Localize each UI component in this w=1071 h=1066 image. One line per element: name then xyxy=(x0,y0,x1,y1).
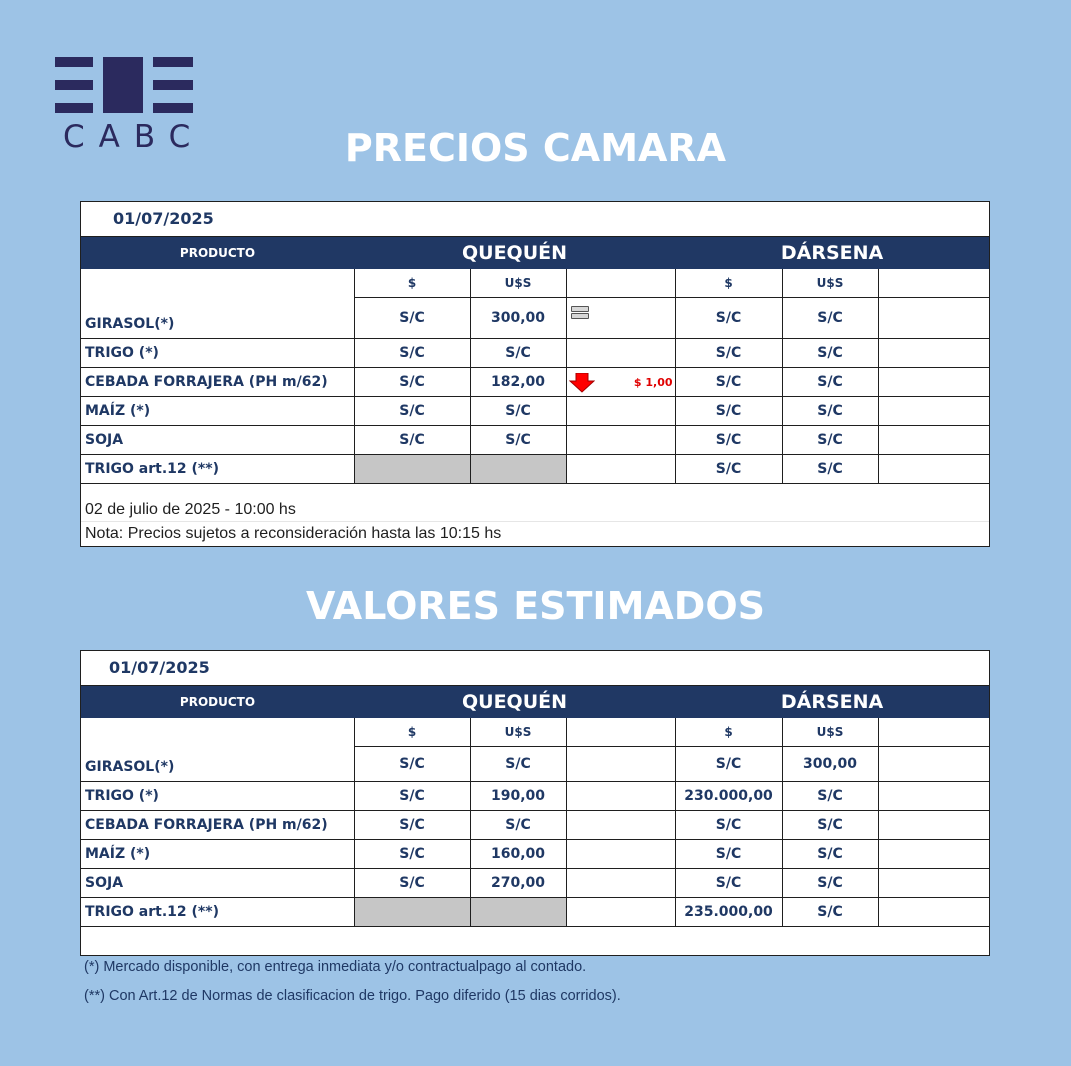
darsena-usd: S/C xyxy=(782,425,878,454)
quequen-usd xyxy=(470,454,566,483)
product-name: MAÍZ (*) xyxy=(81,839,354,868)
estimados-date: 01/07/2025 xyxy=(81,651,989,686)
quequen-usd: 190,00 xyxy=(470,781,566,810)
quequen-ars xyxy=(354,897,470,926)
precios-panel xyxy=(80,201,990,547)
currency-ars: $ xyxy=(354,718,470,747)
equal-icon xyxy=(571,306,589,317)
darsena-usd: S/C xyxy=(782,868,878,897)
table-row xyxy=(81,454,989,483)
table-row xyxy=(81,338,989,367)
product-name: CEBADA FORRAJERA (PH m/62) xyxy=(81,367,354,396)
currency-usd: U$S xyxy=(470,718,566,747)
product-name: MAÍZ (*) xyxy=(81,396,354,425)
quequen-usd: 182,00 xyxy=(470,367,566,396)
currency-ars: $ xyxy=(675,269,782,298)
quequen-usd: 160,00 xyxy=(470,839,566,868)
darsena-ars: S/C xyxy=(675,868,782,897)
currency-row xyxy=(81,269,989,298)
product-name: CEBADA FORRAJERA (PH m/62) xyxy=(81,810,354,839)
quequen-ars: S/C xyxy=(354,781,470,810)
estimados-panel xyxy=(80,650,990,956)
darsena-usd: S/C xyxy=(782,897,878,926)
darsena-ars: 230.000,00 xyxy=(675,781,782,810)
darsena-ars: S/C xyxy=(675,425,782,454)
table-header-row xyxy=(81,686,989,718)
table-row xyxy=(81,868,989,897)
darsena-usd: S/C xyxy=(782,298,878,339)
darsena-usd: S/C xyxy=(782,839,878,868)
location-quequen: QUEQUÉN xyxy=(354,237,675,269)
footnote-2: (**) Con Art.12 de Normas de clasificacion de trigo. Pago diferido (15 dias corridos). xyxy=(84,988,621,1004)
quequen-ars: S/C xyxy=(354,747,470,782)
table-row xyxy=(81,425,989,454)
darsena-ars: S/C xyxy=(675,454,782,483)
table-row xyxy=(81,810,989,839)
published-datetime: 02 de julio de 2025 - 10:00 hs xyxy=(81,484,989,522)
quequen-usd: S/C xyxy=(470,747,566,782)
logo-mark-icon xyxy=(55,57,195,113)
quequen-ars: S/C xyxy=(354,298,470,339)
currency-usd: U$S xyxy=(782,269,878,298)
price-change: $ 1,00 xyxy=(633,375,673,389)
product-name: TRIGO art.12 (**) xyxy=(81,454,354,483)
location-darsena: DÁRSENA xyxy=(675,686,989,718)
product-header: PRODUCTO xyxy=(81,686,354,718)
footnote-1: (*) Mercado disponible, con entrega inmediata y/o contractualpago al contado. xyxy=(84,959,587,975)
table-row xyxy=(81,897,989,926)
table-header-row xyxy=(81,237,989,269)
trend-indicator xyxy=(566,298,675,339)
quequen-ars: S/C xyxy=(354,367,470,396)
quequen-usd: S/C xyxy=(470,425,566,454)
currency-row xyxy=(81,718,989,747)
quequen-usd: 270,00 xyxy=(470,868,566,897)
quequen-ars: S/C xyxy=(354,868,470,897)
arrow-down-icon xyxy=(569,373,595,393)
table-row xyxy=(81,367,989,396)
table-row xyxy=(81,747,989,782)
quequen-usd: S/C xyxy=(470,810,566,839)
section-title-precios: PRECIOS CAMARA xyxy=(344,126,727,170)
product-name: SOJA xyxy=(81,425,354,454)
quequen-ars: S/C xyxy=(354,396,470,425)
precios-date: 01/07/2025 xyxy=(81,202,989,237)
location-darsena: DÁRSENA xyxy=(675,237,989,269)
product-name: TRIGO (*) xyxy=(81,781,354,810)
darsena-ars: S/C xyxy=(675,810,782,839)
quequen-ars: S/C xyxy=(354,810,470,839)
precios-table xyxy=(81,237,989,484)
quequen-ars xyxy=(354,454,470,483)
currency-usd: U$S xyxy=(782,718,878,747)
quequen-ars: S/C xyxy=(354,338,470,367)
table-row xyxy=(81,839,989,868)
product-name: SOJA xyxy=(81,868,354,897)
price-note: Nota: Precios sujetos a reconsideración hasta las 10:15 hs xyxy=(85,524,502,542)
darsena-usd: S/C xyxy=(782,367,878,396)
quequen-usd: S/C xyxy=(470,396,566,425)
quequen-ars: S/C xyxy=(354,839,470,868)
logo-text: CABC xyxy=(63,119,205,155)
darsena-usd: 300,00 xyxy=(782,747,878,782)
currency-usd: U$S xyxy=(470,269,566,298)
product-header: PRODUCTO xyxy=(81,237,354,269)
quequen-usd xyxy=(470,897,566,926)
product-name: GIRASOL(*) xyxy=(81,747,354,782)
table-row xyxy=(81,396,989,425)
product-name: TRIGO (*) xyxy=(81,338,354,367)
darsena-ars: S/C xyxy=(675,747,782,782)
darsena-ars: S/C xyxy=(675,839,782,868)
quequen-usd: S/C xyxy=(470,338,566,367)
table-row xyxy=(81,298,989,339)
table-row xyxy=(81,781,989,810)
darsena-ars: S/C xyxy=(675,367,782,396)
cabc-logo xyxy=(55,57,205,155)
quequen-usd: 300,00 xyxy=(470,298,566,339)
darsena-usd: S/C xyxy=(782,396,878,425)
darsena-ars: S/C xyxy=(675,298,782,339)
darsena-ars: S/C xyxy=(675,338,782,367)
quequen-ars: S/C xyxy=(354,425,470,454)
estimados-table xyxy=(81,686,989,927)
darsena-usd: S/C xyxy=(782,781,878,810)
location-quequen: QUEQUÉN xyxy=(354,686,675,718)
trend-indicator xyxy=(566,367,675,396)
darsena-ars: 235.000,00 xyxy=(675,897,782,926)
product-name: TRIGO art.12 (**) xyxy=(81,897,354,926)
currency-ars: $ xyxy=(675,718,782,747)
darsena-usd: S/C xyxy=(782,810,878,839)
section-title-estimados: VALORES ESTIMADOS xyxy=(305,584,766,628)
darsena-usd: S/C xyxy=(782,454,878,483)
currency-ars: $ xyxy=(354,269,470,298)
product-name: GIRASOL(*) xyxy=(81,298,354,339)
darsena-ars: S/C xyxy=(675,396,782,425)
empty-row xyxy=(81,927,989,955)
darsena-usd: S/C xyxy=(782,338,878,367)
